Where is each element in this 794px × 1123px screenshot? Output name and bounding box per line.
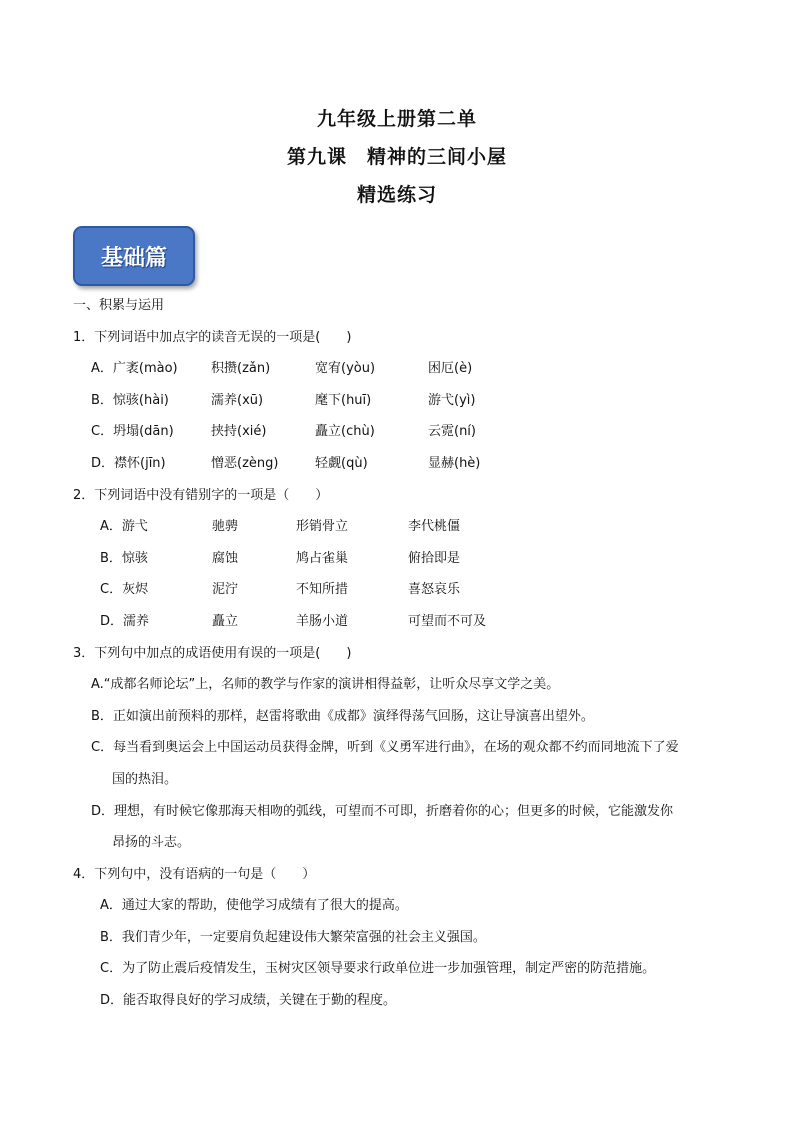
option-cell: 显赫(hè) [428, 455, 481, 471]
question-1 [73, 322, 733, 480]
question-4 [73, 859, 733, 1017]
option-cell: 濡养(xū) [211, 392, 264, 408]
lesson-title: 第九课 精神的三间小屋 [286, 146, 507, 168]
option-row-a [73, 511, 733, 543]
option-d [73, 796, 733, 859]
option-cell: B．惊骇 [100, 550, 148, 566]
section-title: 一、积累与运用 [73, 298, 165, 313]
option-text-continued: 昂扬的斗志。 [112, 835, 191, 851]
question-3 [73, 638, 733, 859]
option-cell: 轻觑(qù) [315, 455, 368, 471]
option-cell: 积攒(zǎn) [211, 361, 271, 377]
option-cell: 腐蚀 [212, 550, 239, 566]
option-cell: 麾下(huī) [315, 392, 372, 408]
basic-section-badge [73, 226, 195, 286]
question-stem: 4．下列句中，没有语病的一句是（ ） [73, 866, 316, 882]
option-row-a [73, 353, 733, 385]
option-text: A．通过大家的帮助，使他学习成绩有了很大的提高。 [100, 898, 408, 914]
option-cell: D．濡养 [100, 613, 150, 629]
option-row-b [73, 385, 733, 417]
exercise-content [73, 290, 733, 1017]
option-cell: 俯拾即是 [408, 550, 461, 566]
option-cell: 挟持(xié) [211, 424, 267, 440]
badge-label: 基础篇 [100, 244, 167, 271]
practice-subtitle: 精选练习 [356, 184, 437, 206]
option-row-d [73, 606, 733, 638]
option-cell: A．游弋 [100, 519, 148, 535]
option-cell: B．惊骇(hài) [91, 392, 169, 408]
option-c [73, 732, 733, 795]
question-2 [73, 480, 733, 638]
option-a [73, 890, 733, 922]
option-cell: 形销骨立 [296, 519, 349, 535]
option-d [73, 985, 733, 1017]
option-text: D．能否取得良好的学习成绩，关键在于勤的程度。 [100, 993, 397, 1009]
option-cell: 困厄(è) [428, 361, 473, 377]
option-cell: C．灰烬 [100, 582, 149, 598]
option-row-b [73, 543, 733, 575]
option-text: C．每当看到奥运会上中国运动员获得金牌，听到《义勇军进行曲》，在场的观众都不约而同地流下了爱 [91, 740, 679, 756]
option-cell: 鸠占雀巢 [296, 550, 349, 566]
option-text-continued: 国的热泪。 [112, 771, 178, 787]
option-cell: A．广袤(mào) [91, 361, 178, 377]
option-text: D．理想，有时候它像那海天相吻的弧线，可望而不可即，折磨着你的心；但更多的时候，它能激发你 [91, 803, 674, 819]
option-cell: 宽宥(yòu) [315, 361, 376, 377]
option-b [73, 922, 733, 954]
header [0, 100, 794, 214]
option-row-d [73, 448, 733, 480]
option-cell: 羊肠小道 [296, 613, 349, 629]
option-row-c [73, 416, 733, 448]
option-text: B．我们青少年，一定要肩负起建设伟大繁荣富强的社会主义强国。 [100, 929, 486, 945]
option-text: A.“成都名师论坛”上，名师的教学与作家的演讲相得益彰，让听众尽享文学之美。 [91, 677, 560, 693]
option-cell: 矗立(chù) [315, 424, 375, 440]
option-cell: 李代桃僵 [408, 519, 461, 535]
option-cell: 憎恶(zèng) [211, 455, 279, 471]
option-text: B．正如演出前预料的那样，赵雷将歌曲《成都》演绎得荡气回肠，这让导演喜出望外。 [91, 708, 594, 724]
option-c [73, 953, 733, 985]
option-cell: 云霓(ní) [428, 424, 476, 440]
grade-unit-title: 九年级上册第二单 [316, 108, 477, 130]
option-cell: 矗立 [212, 613, 239, 629]
question-stem: 1．下列词语中加点字的读音无误的一项是( ) [73, 329, 352, 345]
option-row-c [73, 574, 733, 606]
option-cell: D．襟怀(jīn) [91, 455, 166, 471]
option-cell: 泥泞 [212, 582, 239, 598]
option-cell: 驰骋 [212, 519, 239, 535]
question-stem: 2．下列词语中没有错别字的一项是（ ） [73, 487, 329, 503]
option-cell: 喜怒哀乐 [408, 582, 461, 598]
option-b [73, 701, 733, 733]
option-cell: 不知所措 [296, 582, 349, 598]
option-cell: 游弋(yì) [428, 392, 476, 408]
question-stem: 3．下列句中加点的成语使用有误的一项是( ) [73, 645, 352, 661]
option-text: C．为了防止震后疫情发生，玉树灾区领导要求行政单位进一步加强管理，制定严密的防范措施。 [100, 961, 656, 977]
option-a [73, 669, 733, 701]
option-cell: C．坍塌(dān) [91, 424, 174, 440]
option-cell: 可望而不可及 [408, 613, 487, 629]
